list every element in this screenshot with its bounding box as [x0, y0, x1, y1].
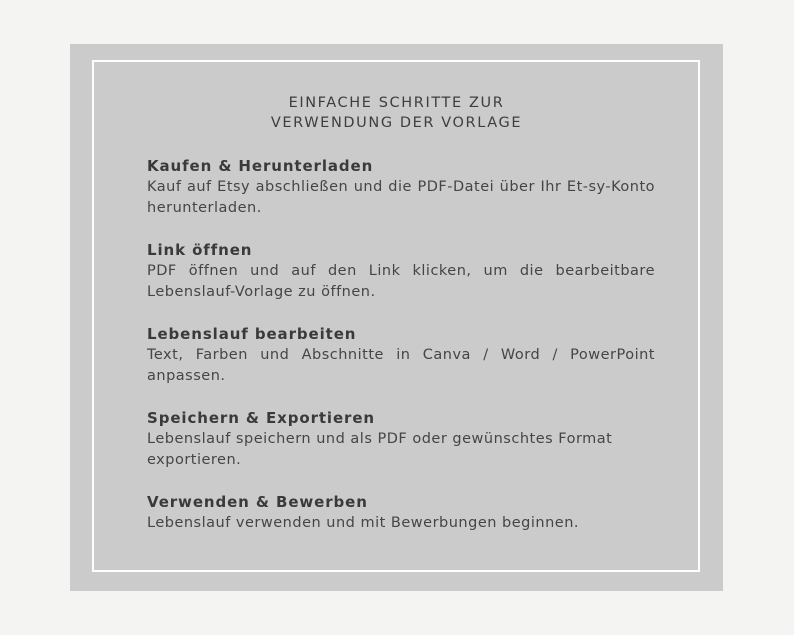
- step-heading: Kaufen & Herunterladen: [147, 157, 374, 175]
- step-heading: Speichern & Exportieren: [147, 409, 375, 427]
- step-heading: Lebenslauf bearbeiten: [147, 325, 357, 343]
- step-description: Lebenslauf verwenden und mit Bewerbungen beginnen.: [147, 515, 580, 531]
- steps-list: [147, 156, 655, 576]
- step-description: Text, Farben und Abschnitte in Canva / Word / PowerPoint anpassen.: [147, 347, 655, 384]
- page-title: [70, 93, 723, 133]
- step-save-export: [147, 408, 655, 492]
- step-heading: Link öffnen: [147, 241, 253, 259]
- step-use-apply: [147, 492, 655, 576]
- page-title-line-1: EINFACHE SCHRITTE ZUR: [288, 95, 505, 111]
- step-buy-download: [147, 156, 655, 240]
- step-edit-resume: [147, 324, 655, 408]
- step-description: Kauf auf Etsy abschließen und die PDF-Datei über Ihr Et-sy-Konto herunterladen.: [147, 179, 655, 216]
- step-heading: Verwenden & Bewerben: [147, 493, 368, 511]
- instructions-card: [70, 44, 723, 591]
- page-title-line-2: VERWENDUNG DER VORLAGE: [270, 115, 523, 131]
- step-description: Lebenslauf speichern und als PDF oder gewünschtes Format exportieren.: [147, 431, 613, 468]
- step-open-link: [147, 240, 655, 324]
- step-description: PDF öffnen und auf den Link klicken, um die bearbeitbare Lebenslauf-Vorlage zu öffnen.: [147, 263, 655, 300]
